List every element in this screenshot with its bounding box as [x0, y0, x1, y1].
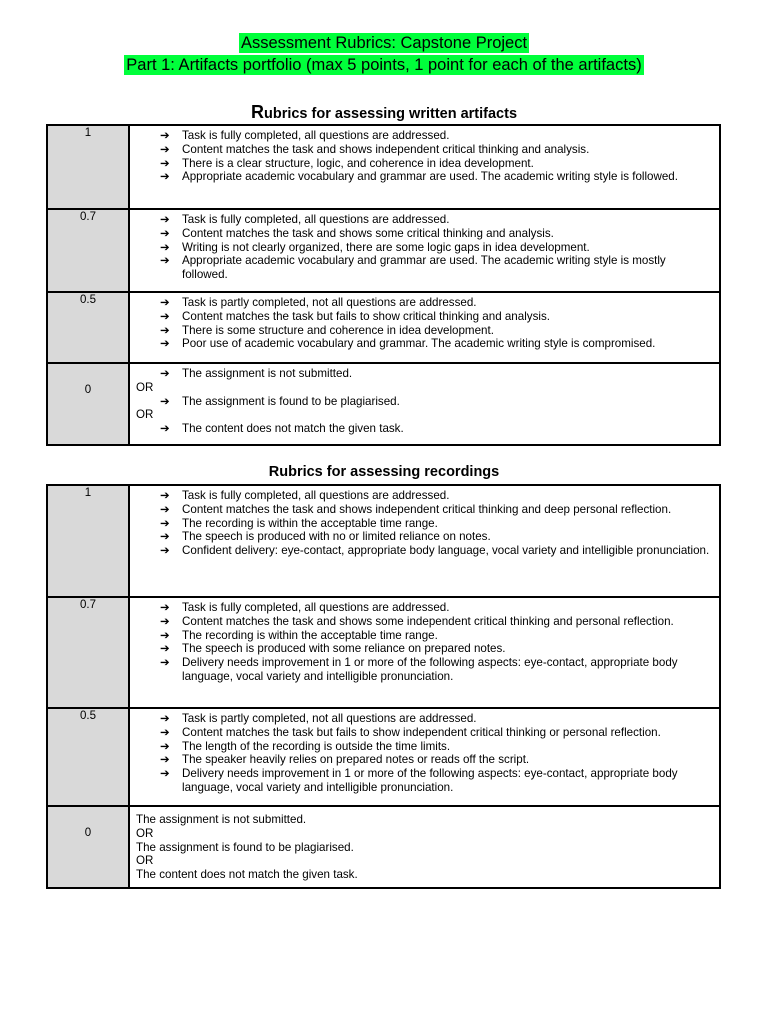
arrow-icon: ➔: [160, 394, 170, 408]
title-line-2: Part 1: Artifacts portfolio (max 5 points, 1 point for each of the artifacts): [126, 56, 642, 74]
recordings-rubric-table: [46, 484, 721, 889]
written-rubric-table: [46, 124, 721, 446]
list-item: ➔ The speech is produced with some reliance on prepared notes.: [160, 642, 506, 656]
arrow-icon: ➔: [160, 170, 170, 184]
list-item: ➔ Content matches the task but fails to show independent critical thinking or personal reflection.: [160, 725, 661, 739]
table-row: [47, 363, 720, 445]
table-row: [47, 485, 720, 597]
document-title: [0, 33, 768, 77]
list-item: ➔ Task is partly completed, not all questions are addressed.: [160, 712, 477, 725]
arrow-icon: ➔: [160, 767, 170, 781]
criteria-cell: [129, 363, 720, 445]
score-cell: 0.5: [47, 292, 129, 363]
or-separator: OR: [136, 408, 154, 422]
arrow-icon: ➔: [160, 240, 170, 254]
arrow-icon: ➔: [160, 489, 170, 502]
list-item: ➔ The assignment is not submitted.: [160, 367, 353, 380]
list-item: ➔ Task is fully completed, all questions are addressed.: [160, 213, 450, 226]
list-item: ➔ Appropriate academic vocabulary and grammar are used. The academic writing style is mostly followed.: [160, 254, 666, 282]
criteria-cell: [129, 209, 720, 292]
list-item: ➔ There is some structure and coherence in idea development.: [160, 323, 494, 337]
or-separator: OR: [136, 380, 154, 394]
arrow-icon: ➔: [160, 254, 170, 268]
criteria-cell: [129, 806, 720, 888]
arrow-icon: ➔: [160, 642, 170, 656]
arrow-icon: ➔: [160, 614, 170, 628]
score-cell: 0: [47, 806, 129, 888]
list-item: ➔ Confident delivery: eye-contact, appropriate body language, vocal variety and intelligible pronunciation.: [160, 544, 710, 558]
score-cell: 1: [47, 125, 129, 209]
table-row: [47, 597, 720, 708]
recordings-rubric-heading: Rubrics for assessing recordings: [268, 464, 500, 480]
score-cell: 0.7: [47, 597, 129, 708]
list-item: ➔ Content matches the task but fails to show critical thinking and analysis.: [160, 309, 550, 323]
or-separator: OR: [136, 826, 154, 840]
arrow-icon: ➔: [160, 725, 170, 739]
list-item: ➔ Content matches the task and shows independent critical thinking and analysis.: [160, 142, 590, 156]
list-item: ➔ Content matches the task and shows independent critical thinking and deep personal reflection.: [160, 502, 672, 516]
score-cell: 0: [47, 363, 129, 445]
arrow-icon: ➔: [160, 739, 170, 753]
list-item: ➔ Appropriate academic vocabulary and grammar are used. The academic writing style is followed.: [160, 170, 678, 184]
arrow-icon: ➔: [160, 601, 170, 614]
table-row: [47, 125, 720, 209]
list-item: ➔ Writing is not clearly organized, there are some logic gaps in idea development.: [160, 240, 590, 254]
list-item: ➔ Delivery needs improvement in 1 or more of the following aspects: eye-contact, appropriate body language, vocal variety and intelligible pronunciation.: [160, 656, 678, 683]
list-item: ➔ The recording is within the acceptable time range.: [160, 516, 438, 530]
arrow-icon: ➔: [160, 712, 170, 725]
list-item: ➔ Poor use of academic vocabulary and grammar. The academic writing style is compromised.: [160, 337, 656, 351]
arrow-icon: ➔: [160, 628, 170, 642]
table-row: [47, 292, 720, 363]
arrow-icon: ➔: [160, 226, 170, 240]
criteria-cell: [129, 708, 720, 806]
arrow-icon: ➔: [160, 422, 170, 436]
list-item: ➔ The recording is within the acceptable time range.: [160, 628, 438, 642]
criteria-cell: [129, 125, 720, 209]
list-item: ➔ Task is fully completed, all questions are addressed.: [160, 489, 450, 502]
title-line-1: Assessment Rubrics: Capstone Project: [240, 34, 528, 52]
arrow-icon: ➔: [160, 156, 170, 170]
list-item: ➔ Content matches the task and shows some critical thinking and analysis.: [160, 226, 554, 240]
arrow-icon: ➔: [160, 323, 170, 337]
arrow-icon: ➔: [160, 516, 170, 530]
arrow-icon: ➔: [160, 502, 170, 516]
table-row: [47, 806, 720, 888]
or-separator: OR: [136, 854, 154, 868]
table-row: [47, 708, 720, 806]
criteria-cell: [129, 597, 720, 708]
arrow-icon: ➔: [160, 656, 170, 670]
list-item: ➔ Delivery needs improvement in 1 or more of the following aspects: eye-contact, appropriate body language, vocal variety and intelligible pronunciation.: [160, 767, 678, 794]
score-cell: 0.5: [47, 708, 129, 806]
heading-rest: ubrics for assessing written artifacts: [263, 106, 518, 122]
written-rubric-heading: [0, 102, 768, 123]
list-item: ➔ The content does not match the given task.: [160, 422, 404, 436]
arrow-icon: ➔: [160, 753, 170, 767]
list-item: ➔ Task is fully completed, all questions are addressed.: [160, 129, 450, 142]
list-item: ➔ There is a clear structure, logic, and coherence in idea development.: [160, 156, 534, 170]
list-item: ➔ Task is partly completed, not all questions are addressed.: [160, 296, 477, 309]
list-item: ➔ Content matches the task and shows some independent critical thinking and personal reflection.: [160, 614, 674, 628]
arrow-icon: ➔: [160, 129, 170, 142]
arrow-icon: ➔: [160, 213, 170, 226]
criteria-line: The assignment is not submitted.: [136, 813, 307, 826]
arrow-icon: ➔: [160, 367, 170, 380]
table-row: [47, 209, 720, 292]
list-item: ➔ The speech is produced with no or limited reliance on notes.: [160, 530, 491, 544]
arrow-icon: ➔: [160, 309, 170, 323]
criteria-cell: [129, 485, 720, 597]
arrow-icon: ➔: [160, 530, 170, 544]
arrow-icon: ➔: [160, 337, 170, 351]
criteria-line: The assignment is found to be plagiarised.: [136, 840, 354, 854]
criteria-cell: [129, 292, 720, 363]
list-item: ➔ The assignment is found to be plagiarised.: [160, 394, 400, 408]
arrow-icon: ➔: [160, 142, 170, 156]
score-cell: 0.7: [47, 209, 129, 292]
score-cell: 1: [47, 485, 129, 597]
list-item: ➔ The length of the recording is outside the time limits.: [160, 739, 451, 753]
arrow-icon: ➔: [160, 296, 170, 309]
list-item: ➔ Task is fully completed, all questions are addressed.: [160, 601, 450, 614]
arrow-icon: ➔: [160, 544, 170, 558]
criteria-line: The content does not match the given task.: [136, 868, 358, 882]
list-item: ➔ The speaker heavily relies on prepared notes or reads off the script.: [160, 753, 530, 767]
heading-initial: R: [250, 102, 264, 122]
